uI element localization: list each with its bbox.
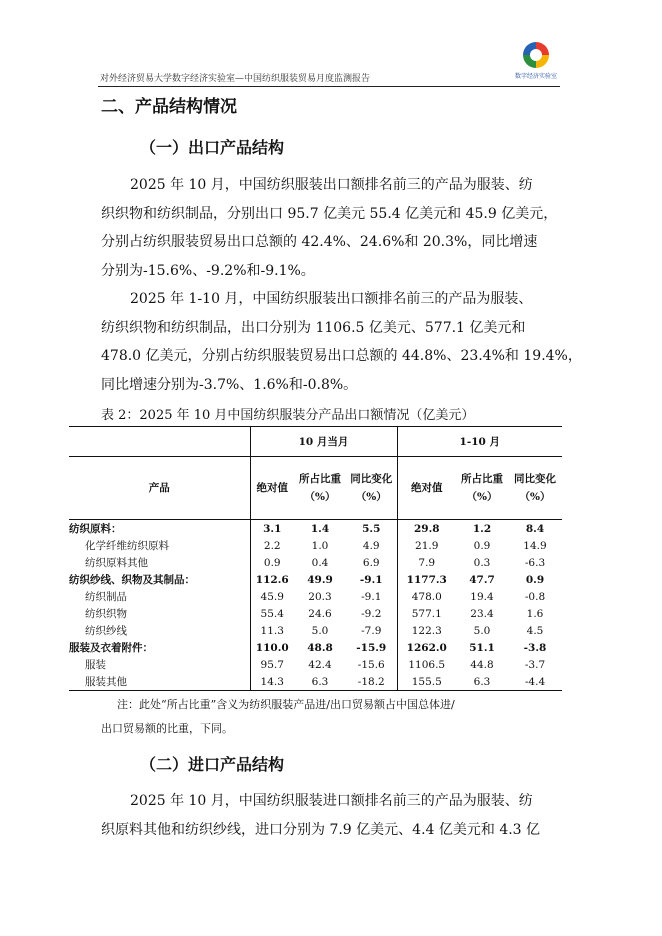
table-cell: 0.9 [473,539,491,552]
table-corner-cell [69,427,250,457]
table-cell: 21.9 [397,537,456,554]
row-label: 纺织原料其他 [85,557,148,569]
table-cell: -9.1 [361,590,382,603]
table-cell: -9.2 [361,607,382,620]
running-header: 对外经济贸易大学数字经济实验室—中国纺织服装贸易月度监测报告 [100,74,371,84]
paragraph-line: 2025 年 10 月，中国纺织服装出口额排名前三的产品为服装、纺 [130,177,533,193]
paragraph-line: 同比增速分别为-3.7%、1.6%和-0.8%。 [101,376,358,393]
table-cell: 19.4 [470,590,494,603]
row-label: 服装及衣着附件： [69,642,153,654]
table-cell: -6.3 [524,556,546,569]
table-cell: 6.3 [456,673,508,691]
table-cell: 577.1 [397,605,456,622]
table-cell: 0.4 [311,556,329,569]
note-line: 注：此处“所占比重”含义为纺织服装产品进/出口贸易额占中国总体进/ [117,698,455,711]
row-label: 服装其他 [69,673,250,691]
subsection-title-import: （二）进口产品结构 [140,755,285,774]
export-product-table [69,426,562,691]
table-row [69,520,562,538]
row-label: 纺织原料： [69,523,122,535]
col-header-product: 产品 [69,457,250,520]
table-caption: 表 2：2025 年 10 月中国纺织服装分产品出口额情况（亿美元） [101,408,475,423]
row-label: 化学纤维纺织原料 [85,540,169,552]
table-cell: 2.2 [250,537,294,554]
col-header-yoy-ytd [508,457,562,520]
paragraph-line: 纺织织物和纺织制品，出口分别为 1106.5 亿美元、577.1 亿美元和 [101,319,526,336]
table-cell: 112.6 [250,571,294,588]
col-header-share-ytd [456,457,508,520]
table-row [69,622,562,639]
table-cell: -0.8 [524,590,546,603]
table-cell: 6.3 [294,673,346,691]
table-cell: 3.1 [250,520,294,538]
table-cell: 1.6 [526,607,544,620]
col-header-share-l2: （%） [304,491,336,503]
table-row [69,656,562,673]
table-cell: 24.6 [308,607,332,620]
lab-logo [506,42,566,86]
table-cell: 14.3 [250,673,294,691]
table-cell: 8.4 [525,522,545,535]
table-cell: 5.0 [311,624,329,637]
table-row [69,673,562,691]
col-header-share-l1: 所占比重 [299,473,341,485]
row-label: 纺织纱线、织物及其制品： [69,574,195,586]
table-cell: -3.7 [524,658,546,671]
table-cell: 478.0 [397,588,456,605]
table-cell: 1177.3 [397,571,456,588]
table-cell: 4.5 [526,624,544,637]
table-cell: -4.4 [508,673,562,691]
table-cell: 122.3 [397,622,456,639]
table-cell: 44.8 [470,658,494,671]
table-cell: 155.5 [397,673,456,691]
table-cell: 49.9 [307,573,333,586]
table-cell: 48.8 [307,641,333,654]
table-cell: 95.7 [250,656,294,673]
row-label: 服装 [85,659,106,671]
table-cell: 1.4 [310,522,330,535]
table-cell: 0.9 [525,573,545,586]
table-cell: -3.8 [523,641,547,654]
paragraph-line: 织织物和纺织制品，分别出口 95.7 亿美元 55.4 亿美元和 45.9 亿美元， [101,205,558,222]
table-cell: 20.3 [308,590,332,603]
header-rule [98,86,560,87]
group-header-current: 10 月当月 [250,427,397,457]
table-cell: 7.9 [397,554,456,571]
paragraph-export-ytd [101,285,582,399]
table-row [69,639,562,656]
paragraph-line: 织原料其他和纺织纱线，进口分别为 7.9 亿美元、4.4 亿美元和 4.3 亿 [101,821,541,838]
paragraph-line: 2025 年 10 月，中国纺织服装进口额排名前三的产品为服装、纺 [130,793,533,809]
table-cell: 5.0 [473,624,491,637]
table-cell: 47.7 [469,573,495,586]
table-cell: 5.5 [362,522,381,535]
col-header-share-l2: （%） [466,491,498,503]
table-cell: -7.9 [361,624,382,637]
table-cell: 29.8 [397,520,456,538]
col-header-share-l1: 所占比重 [461,473,503,485]
paragraph-line: 2025 年 1-10 月，中国纺织服装出口额排名前三的产品为服装、 [130,291,533,307]
table-cell: -18.2 [346,673,397,691]
table-cell: 51.1 [469,641,495,654]
table-row [69,588,562,605]
table-row [69,554,562,571]
logo-text: 数字经济实验室 [514,73,557,80]
col-header-abs-ytd: 绝对值 [397,457,456,520]
paragraph-export-october [101,171,563,285]
table-cell: 6.9 [362,556,380,569]
table-cell: -15.6 [357,658,385,671]
col-header-yoy-l2: （%） [519,491,551,503]
table-cell: 11.3 [250,622,294,639]
table-row [69,571,562,588]
table-row [69,605,562,622]
paragraph-line: 分别为-15.6%、-9.2%和-9.1%。 [101,262,315,279]
table-cell: 4.9 [362,539,380,552]
col-header-abs-current: 绝对值 [250,457,294,520]
logo-emblem-icon [523,42,549,68]
col-header-yoy-l2: （%） [355,491,387,503]
section-title: 二、产品结构情况 [101,97,237,117]
table-cell: 0.9 [250,554,294,571]
row-label: 纺织制品 [85,591,127,603]
table-cell: 0.3 [473,556,491,569]
paragraph-import-october [101,787,563,844]
table-cell: 1262.0 [397,639,456,656]
paragraph-line: 分别占纺织服装贸易出口总额的 42.4%、24.6%和 20.3%，同比增速 [101,234,538,250]
table-cell: 14.9 [523,539,547,552]
table-cell: 42.4 [308,658,332,671]
table-cell: 1106.5 [397,656,456,673]
table-cell: -9.1 [359,573,383,586]
group-header-ytd: 1-10 月 [397,427,562,457]
table-note [101,693,563,741]
col-header-yoy-l1: 同比变化 [514,473,556,485]
subsection-title-export: （一）出口产品结构 [140,138,285,157]
table-cell: 1.2 [472,522,492,535]
col-header-yoy-current [346,457,397,520]
table-cell: 1.0 [311,539,329,552]
row-label: 纺织织物 [85,608,127,620]
col-header-yoy-l1: 同比变化 [350,473,393,485]
table-cell: -15.9 [356,641,387,654]
table-cell: 55.4 [250,605,294,622]
row-label: 纺织纱线 [85,625,127,637]
table-cell: 23.4 [470,607,494,620]
table-cell: 45.9 [250,588,294,605]
col-header-share-current [294,457,346,520]
paragraph-line: 478.0 亿美元，分别占纺织服装贸易出口总额的 44.8%、23.4%和 19.4%， [101,348,582,364]
table-cell: 110.0 [250,639,294,656]
note-line: 出口贸易额的比重，下同。 [101,722,233,735]
table-row [69,537,562,554]
